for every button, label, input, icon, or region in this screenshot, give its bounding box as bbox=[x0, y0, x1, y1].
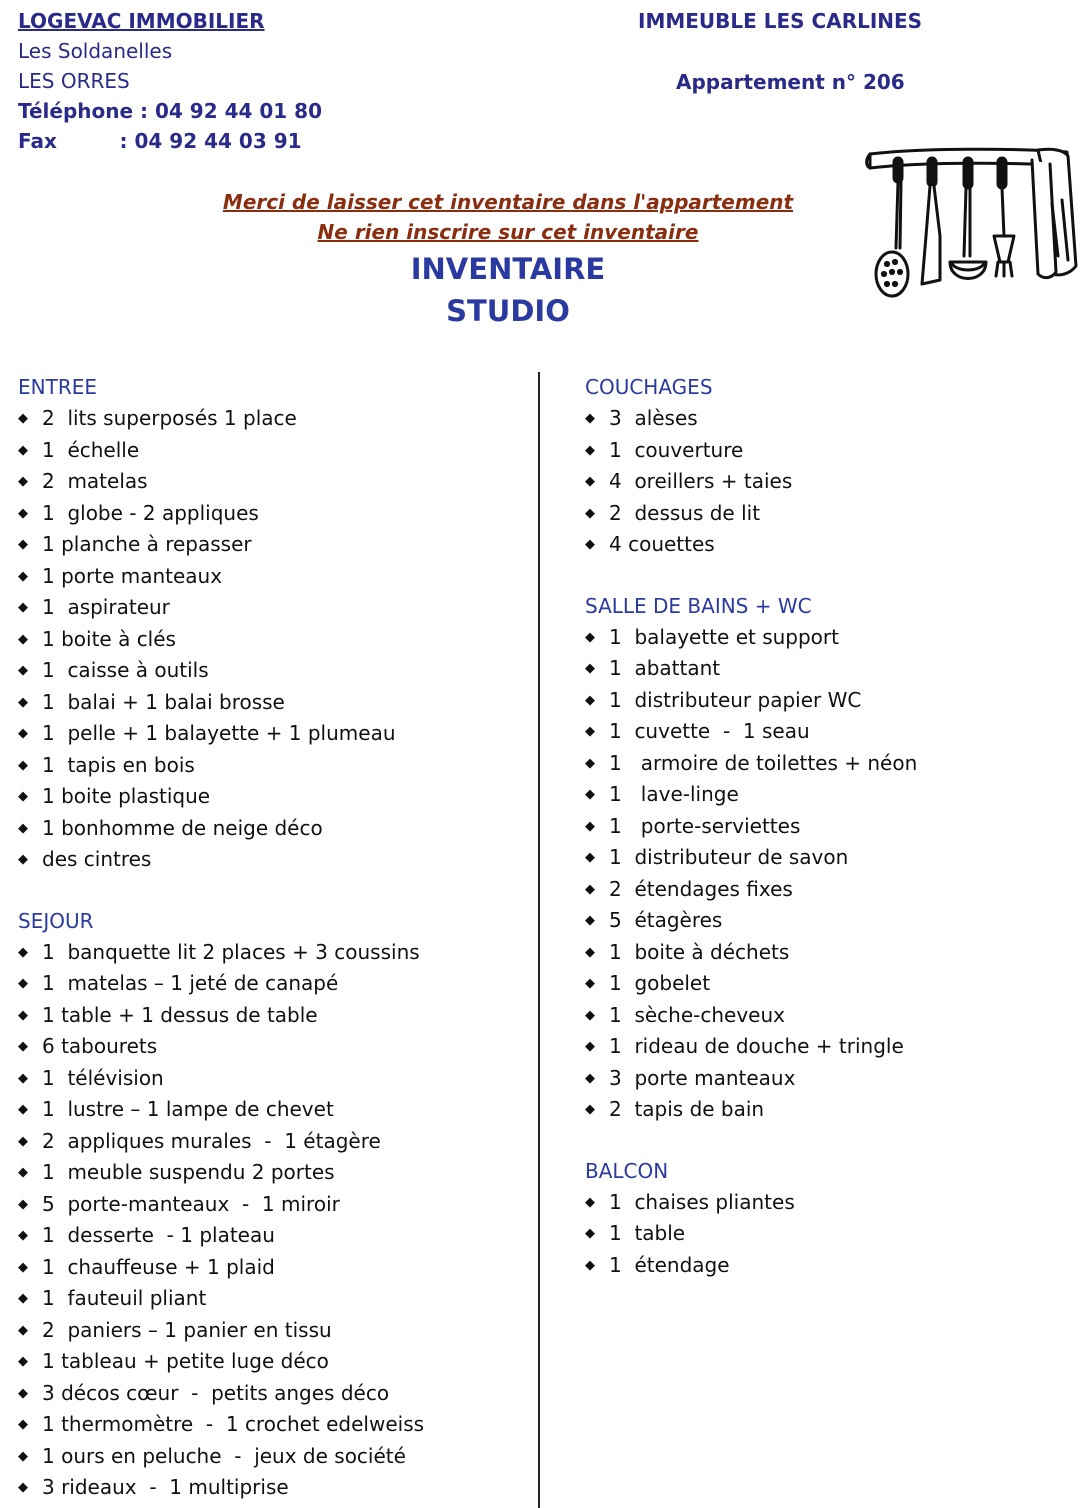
inventory-item bbox=[585, 403, 1065, 435]
inventory-item bbox=[585, 435, 1065, 467]
inventory-item-label: 1 pelle + 1 balayette + 1 plumeau bbox=[42, 721, 396, 745]
inventory-item-label: 1 thermomètre - 1 crochet edelweiss bbox=[42, 1412, 425, 1436]
inventory-item-label: 1 échelle bbox=[42, 437, 140, 462]
inventory-item bbox=[585, 968, 1065, 1000]
inventory-item bbox=[18, 498, 528, 530]
inventory-item bbox=[585, 905, 1065, 937]
agency-info bbox=[18, 6, 322, 156]
inventory-item bbox=[18, 1094, 528, 1126]
diamond-bullet-icon: ◆ bbox=[18, 1448, 28, 1464]
section-title-couchages: COUCHAGES bbox=[585, 375, 713, 399]
section-title-balcon: BALCON bbox=[585, 1158, 669, 1183]
inventory-item-label: 2 paniers – 1 panier en tissu bbox=[42, 1317, 332, 1342]
diamond-bullet-icon: ◆ bbox=[585, 818, 595, 834]
diamond-bullet-icon: ◆ bbox=[18, 1039, 28, 1054]
inventory-item bbox=[18, 435, 528, 467]
diamond-bullet-icon: ◆ bbox=[585, 692, 595, 708]
diamond-bullet-icon: ◆ bbox=[585, 1070, 595, 1086]
agency-residence: Les Soldanelles bbox=[18, 39, 173, 63]
list-entree bbox=[18, 403, 528, 876]
inventory-item-label: 1 meuble suspendu 2 portes bbox=[42, 1160, 335, 1184]
inventory-item-label: 1 caisse à outils bbox=[42, 658, 209, 682]
inventory-item-label: 1 globe - 2 appliques bbox=[42, 500, 259, 525]
inventory-item bbox=[585, 1000, 1065, 1032]
inventory-item bbox=[18, 937, 528, 969]
inventory-item-label: 1 cuvette - 1 seau bbox=[609, 719, 810, 743]
inventory-item bbox=[18, 403, 528, 435]
inventory-item bbox=[585, 653, 1065, 685]
inventory-item bbox=[585, 622, 1065, 654]
inventory-item bbox=[18, 1315, 528, 1347]
diamond-bullet-icon: ◆ bbox=[18, 852, 28, 867]
diamond-bullet-icon: ◆ bbox=[585, 913, 595, 928]
diamond-bullet-icon: ◆ bbox=[585, 1007, 595, 1023]
diamond-bullet-icon: ◆ bbox=[585, 629, 595, 645]
inventory-item-label: 1 boite plastique bbox=[42, 784, 211, 808]
inventory-item bbox=[18, 1346, 528, 1378]
diamond-bullet-icon: ◆ bbox=[18, 1385, 28, 1401]
inventory-item bbox=[585, 779, 1065, 811]
page-subtitle: STUDIO bbox=[446, 294, 570, 328]
inventory-item bbox=[585, 937, 1065, 969]
inventory-item-label: 1 chaises pliantes bbox=[609, 1189, 795, 1214]
column-divider bbox=[538, 372, 540, 1508]
inventory-item-label: 1 distributeur de savon bbox=[609, 845, 849, 869]
inventory-item-label: 2 appliques murales - 1 étagère bbox=[42, 1128, 381, 1153]
inventory-item-label: 1 table + 1 dessus de table bbox=[42, 1002, 318, 1027]
kitchen-utensils-icon bbox=[862, 144, 1080, 302]
inventory-item-label: 1 gobelet bbox=[609, 971, 711, 995]
inventory-item-label: 3 rideaux - 1 multiprise bbox=[42, 1475, 289, 1499]
inventory-item bbox=[18, 750, 528, 782]
inventory-item-label: 1 banquette lit 2 places + 3 coussins bbox=[42, 939, 420, 964]
inventory-item-label: 4 oreillers + taies bbox=[609, 469, 793, 493]
diamond-bullet-icon: ◆ bbox=[18, 976, 28, 991]
notice-leave-inventory: Merci de laisser cet inventaire dans l'appartement bbox=[222, 190, 794, 214]
inventory-item-label: 2 dessus de lit bbox=[609, 500, 761, 525]
inventory-item bbox=[18, 592, 528, 624]
inventory-item-label: des cintres bbox=[42, 847, 152, 871]
inventory-item-label: 1 table bbox=[609, 1221, 686, 1245]
inventory-item-label: 1 couverture bbox=[609, 437, 744, 462]
agency-fax: Fax : 04 92 44 03 91 bbox=[18, 129, 302, 153]
inventory-item-label: 2 lits superposés 1 place bbox=[42, 406, 297, 430]
diamond-bullet-icon: ◆ bbox=[18, 820, 28, 836]
diamond-bullet-icon: ◆ bbox=[18, 789, 28, 804]
building-name: IMMEUBLE LES CARLINES bbox=[638, 9, 923, 33]
diamond-bullet-icon: ◆ bbox=[18, 1228, 28, 1243]
diamond-bullet-icon: ◆ bbox=[585, 411, 595, 426]
inventory-item-label: 2 étendages fixes bbox=[609, 876, 793, 901]
diamond-bullet-icon: ◆ bbox=[18, 757, 28, 773]
inventory-item bbox=[18, 1189, 528, 1221]
inventory-item-label: 5 porte-manteaux - 1 miroir bbox=[42, 1191, 340, 1216]
inventory-item-label: 1 ours en peluche - jeux de société bbox=[42, 1443, 406, 1468]
inventory-item bbox=[18, 1063, 528, 1095]
diamond-bullet-icon: ◆ bbox=[585, 944, 595, 960]
inventory-item-label: 1 étendage bbox=[609, 1252, 730, 1277]
inventory-item bbox=[585, 748, 1065, 780]
list-couchages bbox=[585, 403, 1065, 561]
inventory-item-label: 1 porte manteaux bbox=[42, 563, 223, 588]
inventory-item-label: 1 abattant bbox=[609, 656, 721, 680]
diamond-bullet-icon: ◆ bbox=[18, 1291, 28, 1306]
diamond-bullet-icon: ◆ bbox=[585, 724, 595, 739]
inventory-item bbox=[18, 1252, 528, 1284]
diamond-bullet-icon: ◆ bbox=[18, 1007, 28, 1023]
diamond-bullet-icon: ◆ bbox=[18, 1259, 28, 1275]
diamond-bullet-icon: ◆ bbox=[18, 726, 28, 741]
diamond-bullet-icon: ◆ bbox=[585, 442, 595, 458]
inventory-item-label: 1 tapis en bois bbox=[42, 752, 195, 777]
inventory-item bbox=[18, 1031, 528, 1063]
inventory-item-label: 6 tabourets bbox=[42, 1034, 158, 1058]
apartment-number: Appartement n° 206 bbox=[676, 70, 905, 94]
diamond-bullet-icon: ◆ bbox=[18, 944, 28, 960]
inventory-item-label: 4 couettes bbox=[609, 532, 715, 556]
inventory-item-label: 1 lave-linge bbox=[609, 782, 739, 806]
diamond-bullet-icon: ◆ bbox=[18, 663, 28, 678]
inventory-item-label: 1 armoire de toilettes + néon bbox=[609, 750, 918, 775]
list-balcon bbox=[585, 1187, 1065, 1282]
diamond-bullet-icon: ◆ bbox=[585, 505, 595, 521]
agency-town: LES ORRES bbox=[18, 69, 130, 93]
inventory-item bbox=[18, 561, 528, 593]
inventory-item-label: 1 bonhomme de neige déco bbox=[42, 815, 323, 840]
inventory-item-label: 1 tableau + petite luge déco bbox=[42, 1349, 329, 1373]
diamond-bullet-icon: ◆ bbox=[18, 1196, 28, 1212]
diamond-bullet-icon: ◆ bbox=[585, 1226, 595, 1241]
inventory-item-label: 1 distributeur papier WC bbox=[609, 687, 862, 712]
right-column bbox=[585, 372, 1065, 1281]
inventory-item bbox=[585, 716, 1065, 748]
inventory-item bbox=[18, 1441, 528, 1473]
inventory-item bbox=[18, 781, 528, 813]
inventory-item bbox=[18, 687, 528, 719]
inventory-item bbox=[585, 1031, 1065, 1063]
diamond-bullet-icon: ◆ bbox=[18, 568, 28, 584]
diamond-bullet-icon: ◆ bbox=[585, 976, 595, 991]
inventory-item bbox=[18, 1157, 528, 1189]
inventory-item-label: 1 balai + 1 balai brosse bbox=[42, 689, 285, 714]
diamond-bullet-icon: ◆ bbox=[18, 411, 28, 426]
inventory-item bbox=[18, 529, 528, 561]
inventory-item bbox=[585, 466, 1065, 498]
agency-name: LOGEVAC IMMOBILIER bbox=[18, 9, 265, 33]
diamond-bullet-icon: ◆ bbox=[18, 1102, 28, 1117]
section-title-salle-de-bains: SALLE DE BAINS + WC bbox=[585, 593, 812, 618]
inventory-item bbox=[18, 844, 528, 876]
inventory-item bbox=[585, 1187, 1065, 1219]
diamond-bullet-icon: ◆ bbox=[18, 1354, 28, 1369]
inventory-item-label: 1 boite à clés bbox=[42, 626, 176, 651]
diamond-bullet-icon: ◆ bbox=[585, 474, 595, 489]
section-title-sejour: SEJOUR bbox=[18, 908, 94, 933]
diamond-bullet-icon: ◆ bbox=[18, 1322, 28, 1338]
inventory-item bbox=[585, 1250, 1065, 1282]
notice-do-not-write: Ne rien inscrire sur cet inventaire bbox=[317, 220, 699, 244]
inventory-item-label: 5 étagères bbox=[609, 908, 723, 932]
diamond-bullet-icon: ◆ bbox=[585, 1039, 595, 1054]
list-salle-de-bains bbox=[585, 622, 1065, 1126]
inventory-item-label: 1 fauteuil pliant bbox=[42, 1286, 207, 1310]
inventory-item-label: 1 balayette et support bbox=[609, 624, 839, 649]
inventory-item bbox=[18, 655, 528, 687]
inventory-item-label: 1 sèche-cheveux bbox=[609, 1002, 785, 1027]
page-title: INVENTAIRE bbox=[410, 252, 606, 286]
inventory-item-label: 1 rideau de douche + tringle bbox=[609, 1034, 904, 1058]
diamond-bullet-icon: ◆ bbox=[18, 505, 28, 521]
list-sejour bbox=[18, 937, 528, 1504]
inventory-item-label: 3 porte manteaux bbox=[609, 1065, 796, 1090]
inventory-item bbox=[18, 813, 528, 845]
section-title-entree: ENTREE bbox=[18, 375, 97, 399]
diamond-bullet-icon: ◆ bbox=[18, 600, 28, 615]
diamond-bullet-icon: ◆ bbox=[18, 631, 28, 647]
diamond-bullet-icon: ◆ bbox=[18, 1133, 28, 1149]
inventory-item bbox=[18, 1000, 528, 1032]
inventory-item-label: 2 matelas bbox=[42, 469, 148, 493]
diamond-bullet-icon: ◆ bbox=[585, 787, 595, 802]
inventory-item bbox=[18, 718, 528, 750]
diamond-bullet-icon: ◆ bbox=[18, 1417, 28, 1432]
inventory-item bbox=[18, 1283, 528, 1315]
inventory-item bbox=[585, 1218, 1065, 1250]
inventory-item-label: 1 desserte - 1 plateau bbox=[42, 1223, 275, 1247]
inventory-item bbox=[18, 968, 528, 1000]
inventory-item-label: 1 chauffeuse + 1 plaid bbox=[42, 1254, 275, 1279]
inventory-item bbox=[585, 811, 1065, 843]
inventory-item bbox=[585, 842, 1065, 874]
diamond-bullet-icon: ◆ bbox=[585, 537, 595, 552]
left-column bbox=[18, 372, 528, 1504]
agency-phone: Téléphone : 04 92 44 01 80 bbox=[18, 99, 323, 123]
inventory-item-label: 1 aspirateur bbox=[42, 595, 170, 619]
inventory-item bbox=[18, 466, 528, 498]
inventory-item-label: 2 tapis de bain bbox=[609, 1097, 765, 1121]
diamond-bullet-icon: ◆ bbox=[18, 694, 28, 710]
diamond-bullet-icon: ◆ bbox=[585, 881, 595, 897]
inventory-item bbox=[585, 529, 1065, 561]
inventory-item bbox=[18, 1126, 528, 1158]
inventory-item-label: 1 boite à déchets bbox=[609, 939, 790, 964]
inventory-item bbox=[585, 685, 1065, 717]
inventory-item bbox=[585, 1094, 1065, 1126]
inventory-item bbox=[18, 1409, 528, 1441]
diamond-bullet-icon: ◆ bbox=[585, 755, 595, 771]
diamond-bullet-icon: ◆ bbox=[18, 1480, 28, 1495]
inventory-item bbox=[18, 1378, 528, 1410]
inventory-item-label: 1 planche à repasser bbox=[42, 532, 252, 556]
inventory-item-label: 1 lustre – 1 lampe de chevet bbox=[42, 1097, 334, 1121]
diamond-bullet-icon: ◆ bbox=[585, 1194, 595, 1210]
diamond-bullet-icon: ◆ bbox=[18, 474, 28, 489]
diamond-bullet-icon: ◆ bbox=[585, 1257, 595, 1273]
diamond-bullet-icon: ◆ bbox=[18, 1070, 28, 1086]
inventory-item-label: 3 décos cœur - petits anges déco bbox=[42, 1380, 390, 1405]
inventory-item bbox=[18, 624, 528, 656]
inventory-item bbox=[585, 1063, 1065, 1095]
inventory-item-label: 1 télévision bbox=[42, 1065, 164, 1090]
diamond-bullet-icon: ◆ bbox=[585, 850, 595, 865]
inventory-item-label: 1 porte-serviettes bbox=[609, 813, 801, 838]
inventory-item-label: 1 matelas – 1 jeté de canapé bbox=[42, 971, 339, 995]
diamond-bullet-icon: ◆ bbox=[18, 1165, 28, 1180]
diamond-bullet-icon: ◆ bbox=[18, 537, 28, 552]
inventory-item bbox=[585, 874, 1065, 906]
diamond-bullet-icon: ◆ bbox=[585, 1102, 595, 1117]
diamond-bullet-icon: ◆ bbox=[18, 442, 28, 458]
inventory-item-label: 3 alèses bbox=[609, 406, 698, 430]
diamond-bullet-icon: ◆ bbox=[585, 661, 595, 676]
inventory-item bbox=[18, 1220, 528, 1252]
inventory-item bbox=[18, 1472, 528, 1504]
inventory-item bbox=[585, 498, 1065, 530]
